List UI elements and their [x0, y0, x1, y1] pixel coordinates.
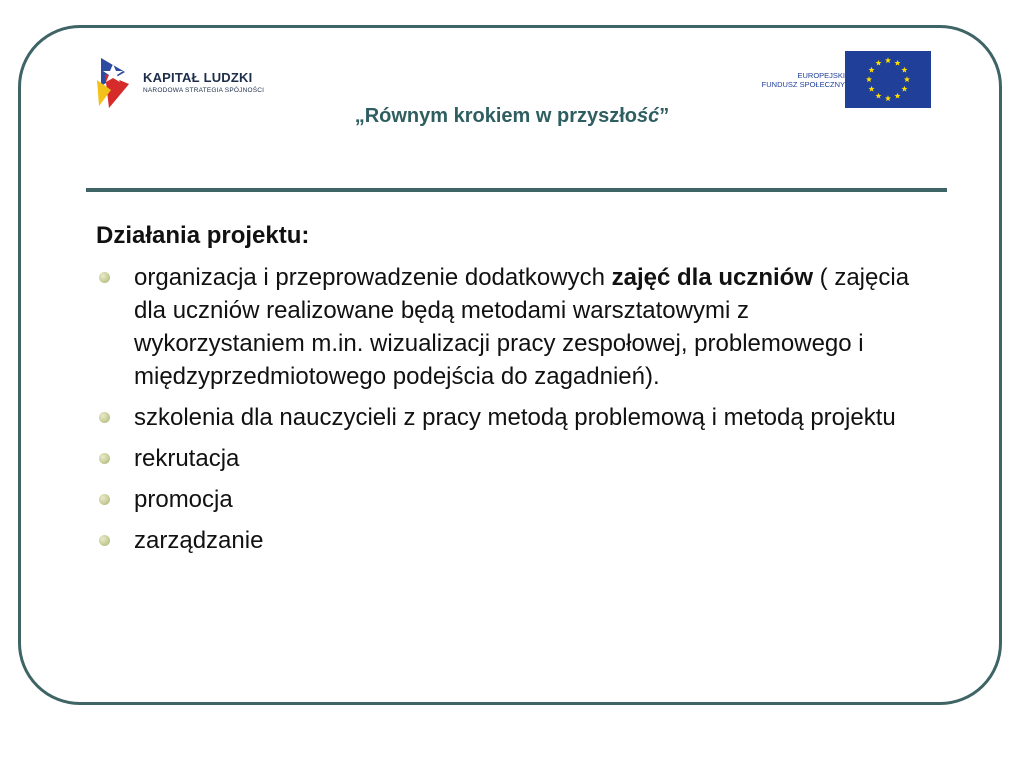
- bullet-icon: [99, 412, 110, 423]
- item-text: zarządzanie: [134, 527, 264, 554]
- header-divider: [86, 188, 947, 192]
- item-text-bold: zajęć dla uczniów: [611, 264, 813, 291]
- list-item: [96, 261, 916, 393]
- eu-fund-line2: FUNDUSZ SPOŁECZNY: [761, 80, 845, 89]
- item-text: promocja: [134, 486, 233, 513]
- item-text: organizacja i przeprowadzenie dodatkowych: [134, 264, 612, 291]
- kapital-ludzki-logo: [95, 54, 295, 110]
- bullet-list: [96, 261, 916, 565]
- list-item: [96, 483, 916, 516]
- section-heading: Działania projektu:: [96, 222, 310, 249]
- kapital-ludzki-title: KAPITAŁ LUDZKI: [143, 70, 253, 85]
- bullet-icon: [99, 272, 110, 283]
- kapital-ludzki-logo-icon: [95, 54, 133, 110]
- bullet-icon: [99, 535, 110, 546]
- item-text: rekrutacja: [134, 445, 240, 472]
- bullet-icon: [99, 494, 110, 505]
- motto-main: „Równym krokiem w przyszło: [354, 105, 638, 127]
- project-motto: [0, 105, 1024, 128]
- list-item: [96, 401, 916, 434]
- list-item: [96, 442, 916, 475]
- motto-italic: ść: [637, 105, 660, 127]
- eu-fund-text: [762, 71, 845, 89]
- item-text: ( zajęcia dla uczniów realizowane będą metodami warsztatowymi z wykorzystaniem m.in. wizualizacji pracy zespołowej, problemowego i międzyprzedmiotowego podejścia do zagadnień).: [134, 264, 910, 390]
- eu-flag-icon: [845, 51, 931, 108]
- list-item: [96, 524, 916, 557]
- motto-end: ”: [659, 105, 670, 127]
- bullet-icon: [99, 453, 110, 464]
- eu-fund-line1: EUROPEJSKI: [797, 71, 845, 80]
- kapital-ludzki-subtitle: NARODOWA STRATEGIA SPÓJNOŚCI: [143, 87, 265, 94]
- item-text: szkolenia dla nauczycieli z pracy metodą problemową i metodą projektu: [134, 404, 896, 431]
